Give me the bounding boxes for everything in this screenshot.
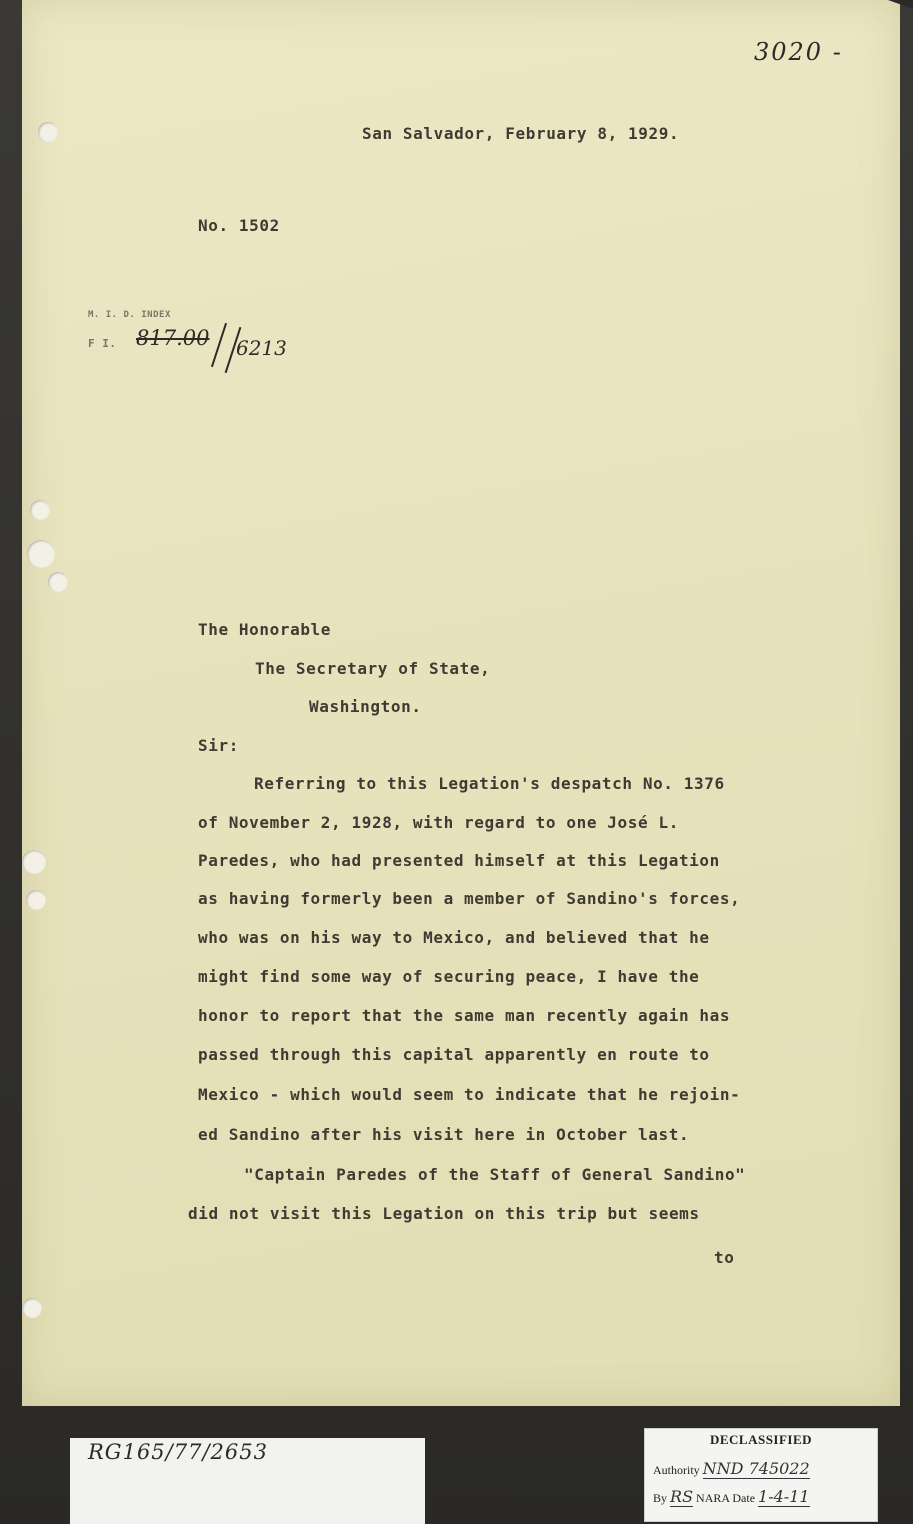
catchword: to xyxy=(714,1248,735,1267)
addressee-line: Washington. xyxy=(309,697,422,716)
file-stamp-faint-line: M. I. D. INDEX xyxy=(88,310,171,320)
body-line: "Captain Paredes of the Staff of General Sandino" xyxy=(244,1165,746,1184)
record-group-number: RG165/77/2653 xyxy=(88,1440,268,1464)
by-row xyxy=(653,1487,810,1507)
body-line: Paredes, who had presented himself at this Legation xyxy=(198,851,720,870)
despatch-number: No. 1502 xyxy=(198,216,280,235)
date-value: 1-4-11 xyxy=(758,1487,810,1506)
body-line: who was on his way to Mexico, and believed that he xyxy=(198,928,710,947)
body-line: as having formerly been a member of Sandino's forces, xyxy=(198,889,741,908)
declassified-title: DECLASSIFIED xyxy=(709,1432,813,1447)
authority-label: Authority xyxy=(653,1463,700,1477)
dateline: San Salvador, February 8, 1929. xyxy=(362,124,680,143)
file-number-slash xyxy=(211,323,227,367)
punch-hole xyxy=(30,500,50,520)
punch-hole xyxy=(38,122,58,142)
nara-date-label: NARA Date xyxy=(696,1491,756,1505)
body-line: ed Sandino after his visit here in October last. xyxy=(198,1125,690,1144)
body-line: Mexico - which would seem to indicate that he rejoin- xyxy=(198,1085,741,1104)
punch-hole xyxy=(26,890,46,910)
file-suffix-handwritten: 6213 xyxy=(236,336,287,360)
document-page xyxy=(22,0,900,1406)
punch-hole xyxy=(27,540,55,568)
by-label: By xyxy=(653,1491,668,1505)
body-line: did not visit this Legation on this trip but seems xyxy=(188,1204,700,1223)
addressee-line: The Secretary of State, xyxy=(255,659,491,678)
punch-hole xyxy=(22,1298,42,1318)
salutation: Sir: xyxy=(198,736,239,755)
file-stamp-prefix: F I. xyxy=(88,337,117,350)
authority-value: NND 745022 xyxy=(702,1459,810,1478)
body-line: of November 2, 1928, with regard to one José L. xyxy=(198,813,679,832)
authority-row xyxy=(653,1459,810,1479)
page-number-handwritten: 3020 - xyxy=(754,38,843,66)
body-line: passed through this capital apparently en route to xyxy=(198,1045,710,1064)
punch-hole xyxy=(48,572,68,592)
file-number-handwritten: 817.00 xyxy=(136,326,210,350)
by-value: RS xyxy=(670,1487,694,1506)
body-line: might find some way of securing peace, I have the xyxy=(198,967,700,986)
punch-hole xyxy=(22,850,46,874)
body-line: honor to report that the same man recently again has xyxy=(198,1006,731,1025)
archival-label xyxy=(70,1438,425,1524)
declassified-stamp xyxy=(644,1428,878,1522)
corner-fold xyxy=(888,0,913,12)
body-line: Referring to this Legation's despatch No. 1376 xyxy=(254,774,725,793)
addressee-line: The Honorable xyxy=(198,620,332,639)
